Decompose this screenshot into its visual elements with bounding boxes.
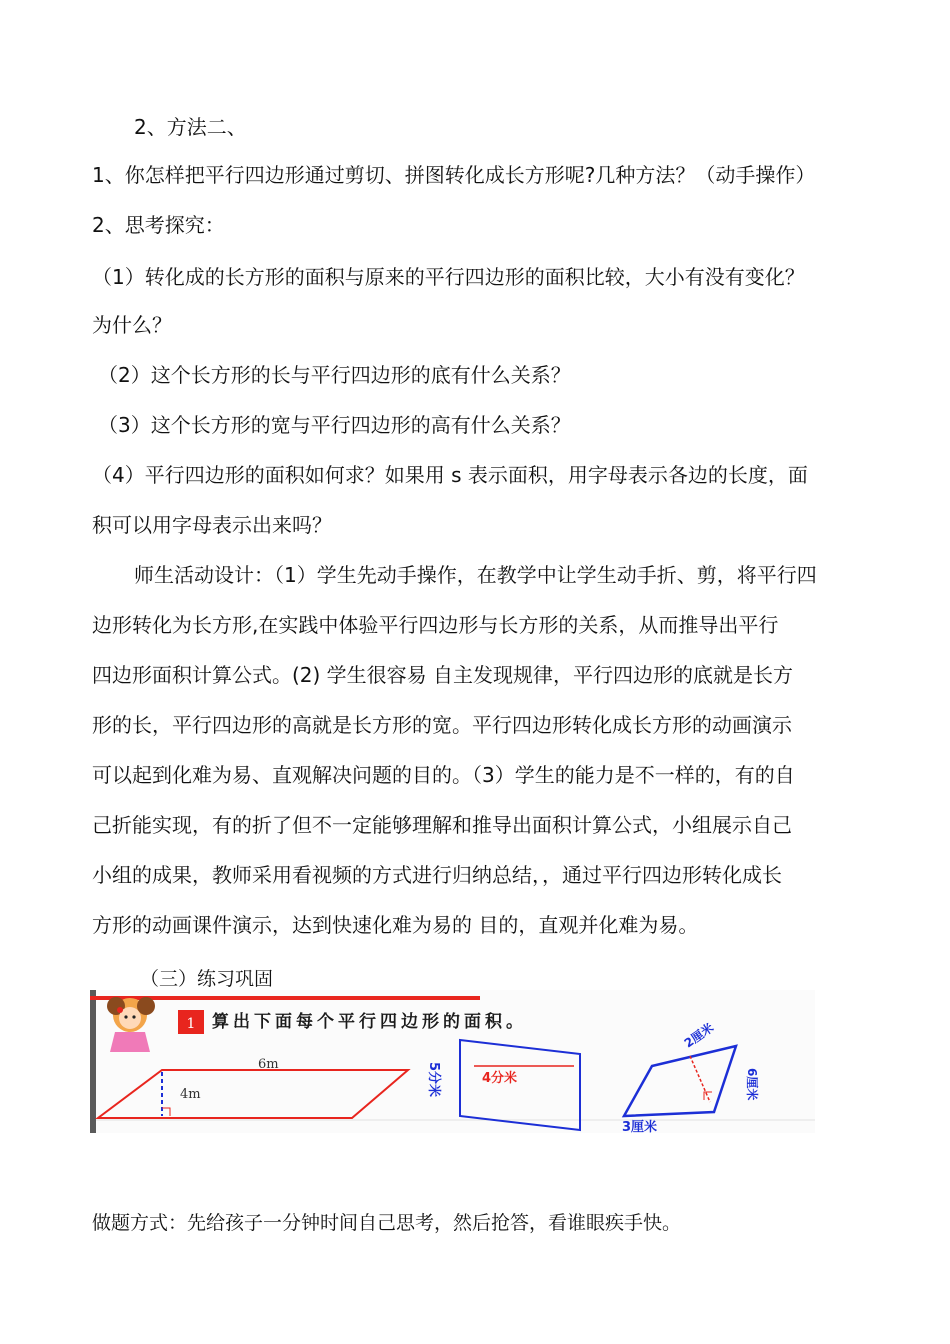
method-two-heading: 2、方法二、 <box>134 115 247 139</box>
shape3-base-label: 3厘米 <box>622 1120 658 1133</box>
parallelogram-3 <box>622 1020 760 1133</box>
question-explore-4: （4）平行四边形的面积如何求？如果用 s 表示面积，用字母表示各边的长度，面 <box>92 463 808 487</box>
question-explore-3: （3）这个长方形的宽与平行四边形的高有什么关系？ <box>98 413 571 437</box>
question-explore-1: （1）转化成的长方形的面积与原来的平行四边形的面积比较，大小有没有变化？ <box>92 265 805 289</box>
activity-design-line-5: 可以起到化难为易、直观解决问题的目的。（3）学生的能力是不一样的，有的自 <box>92 763 795 787</box>
shape2-side-label: 5分米 <box>426 1062 441 1098</box>
activity-design-line-1: 师生活动设计：（1）学生先动手操作，在教学中让学生动手折、剪，将平行四 <box>134 563 817 587</box>
exercise-number: 1 <box>186 1016 196 1032</box>
question-explore-1-cont: 为什么？ <box>92 313 172 337</box>
left-border <box>90 990 96 1133</box>
shape2-height-label: 4分米 <box>482 1071 518 1086</box>
method-note: 做题方式：先给孩子一分钟时间自己思考，然后抢答，看谁眼疾手快。 <box>92 1212 682 1234</box>
activity-design-line-3: 四边形面积计算公式。(2) 学生很容易 自主发现规律，平行四边形的底就是长方 <box>92 663 794 687</box>
question-explore-4-cont: 积可以用字母表示出来吗？ <box>92 513 332 537</box>
explore-heading: 2、思考探究： <box>92 213 225 237</box>
activity-design-line-7: 小组的成果，教师采用看视频的方式进行归纳总结，，通过平行四边形转化成长 <box>92 863 782 887</box>
cartoon-girl-icon <box>107 997 155 1052</box>
activity-design-line-8: 方形的动画课件演示，达到快速化难为易的 目的，直观并化难为易。 <box>92 913 699 937</box>
shape1-base-label: 6m <box>258 1057 279 1072</box>
question-1: 1、你怎样把平行四边形通过剪切、拼图转化成长方形呢?几种方法？（动手操作） <box>92 163 816 187</box>
exercise-figure <box>90 990 815 1133</box>
shape1-height-label: 4m <box>180 1087 201 1102</box>
activity-design-line-6: 己折能实现，有的折了但不一定能够理解和推导出面积计算公式，小组展示自己 <box>92 813 792 837</box>
parallelogram-2 <box>426 1040 580 1130</box>
exercise-image <box>90 990 815 1133</box>
shape3-height-label: 2厘米 <box>681 1020 717 1051</box>
shape3-side-label: 6厘米 <box>745 1068 759 1101</box>
question-explore-2: （2）这个长方形的长与平行四边形的底有什么关系？ <box>98 363 571 387</box>
activity-design-line-4: 形的长，平行四边形的高就是长方形的宽。平行四边形转化成长方形的动画演示 <box>92 713 792 737</box>
parallelogram-1 <box>98 1057 408 1118</box>
activity-design-line-2: 边形转化为长方形,在实践中体验平行四边形与长方形的关系，从而推导出平行 <box>92 613 779 637</box>
exercise-instruction: 算出下面每个平行四边形的面积。 <box>212 1012 527 1032</box>
section-heading-practice: （三）练习巩固 <box>140 968 274 990</box>
